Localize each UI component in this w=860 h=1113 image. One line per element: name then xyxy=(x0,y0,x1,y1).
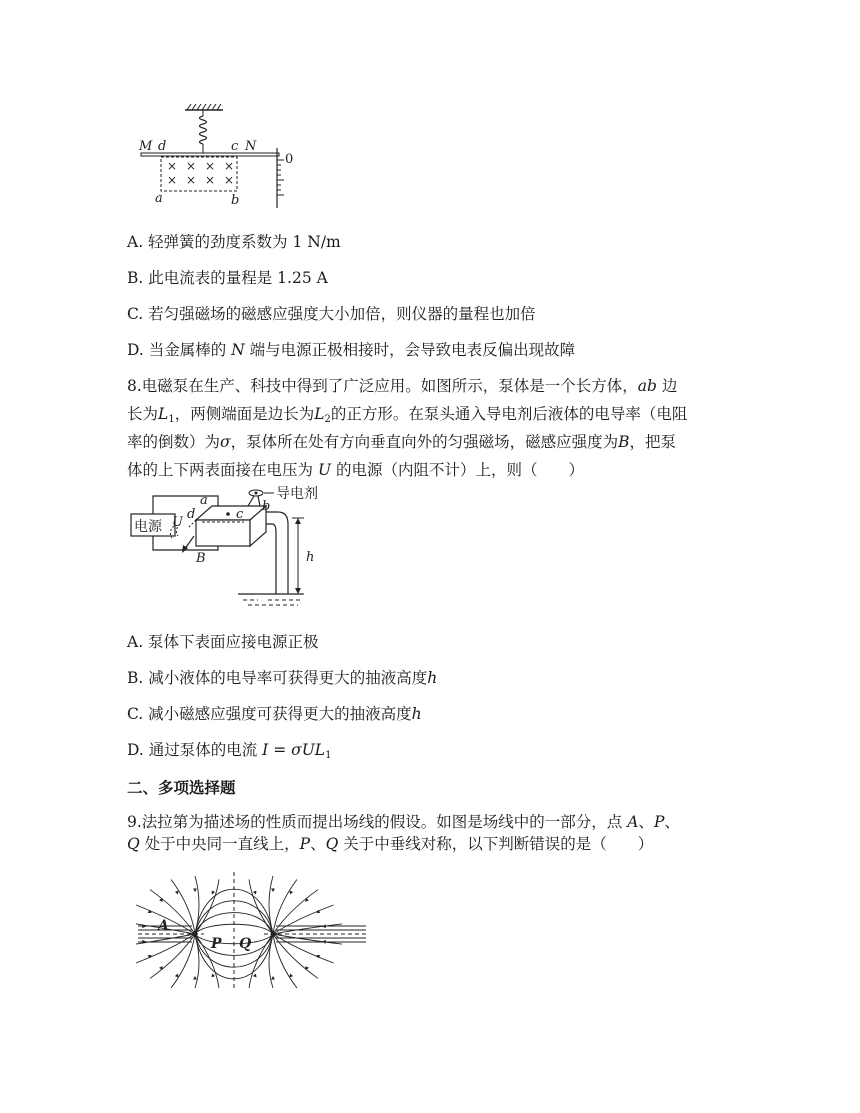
label-agent: 导电剂 xyxy=(276,486,318,502)
label-power: 电源 xyxy=(134,519,162,535)
label-h: h xyxy=(306,550,315,565)
svg-text:×: × xyxy=(205,173,216,187)
label-N: N xyxy=(245,139,257,154)
svg-text:×: × xyxy=(186,173,197,187)
field-symbol: × xyxy=(167,159,178,173)
label-c: c xyxy=(231,139,239,154)
label-A: A xyxy=(158,918,169,934)
label-Q: Q xyxy=(239,936,252,952)
label-M: M xyxy=(139,139,153,154)
svg-text:×: × xyxy=(186,159,197,173)
figure-spring-ammeter xyxy=(135,104,310,210)
label-zero: 0 xyxy=(285,152,294,167)
label-c: c xyxy=(236,507,244,522)
q8-stem-line4: 体的上下两表面接在电压为 U 的电源（内阻不计）上，则（ ） xyxy=(127,461,584,479)
q8-stem-line2: 长为$L_1$，两侧端面是边长为$L_2$的正方形。在泵头通入导电剂后液体的电导率（电阻 xyxy=(127,405,688,425)
q9-stem-line1: 9.法拉第为描述场的性质而提出场线的假设。如图是场线中的一部分，点 A、P、 xyxy=(127,813,680,831)
q9-stem-line2: Q 处于中央同一直线上，P、Q 关于中垂线对称，以下判断错误的是（ ） xyxy=(127,835,654,853)
label-B: B xyxy=(196,551,206,566)
svg-text:×: × xyxy=(224,159,235,173)
q7-option-c: C. 若匀强磁场的磁感应强度大小加倍，则仪器的量程也加倍 xyxy=(127,305,536,323)
svg-text:×: × xyxy=(167,173,178,187)
label-d: d xyxy=(158,139,167,154)
label-a: a xyxy=(155,191,163,206)
figure-em-pump xyxy=(128,484,368,608)
label-b: b xyxy=(231,193,240,208)
label-U: U xyxy=(172,515,183,530)
section-heading: 二、多项选择题 xyxy=(127,778,236,797)
figure-field-lines xyxy=(134,870,370,990)
q8-option-b: B. 减小液体的电导率可获得更大的抽液高度h xyxy=(127,669,438,687)
q8-option-d: D. 通过泵体的电流 I = σUL$_1$ xyxy=(127,741,332,761)
label-a: a xyxy=(200,493,208,508)
svg-text:×: × xyxy=(205,159,216,173)
q8-stem-line3: 率的倒数）为σ，泵体所在处有方向垂直向外的匀强磁场，磁感应强度为B，把泵 xyxy=(127,433,677,451)
label-b: b xyxy=(262,499,271,514)
q7-option-d: D. 当金属棒的 N 端与电源正极相接时，会导致电表反偏出现故障 xyxy=(127,341,576,359)
label-P: P xyxy=(211,936,222,952)
svg-text:×: × xyxy=(224,173,235,187)
q7-option-a: A. 轻弹簧的劲度系数为 1 N/m xyxy=(127,233,341,251)
q8-stem-line1: 8.电磁泵在生产、科技中得到了广泛应用。如图所示，泵体是一个长方体，ab 边 xyxy=(127,377,678,395)
q7-option-b: B. 此电流表的量程是 1.25 A xyxy=(127,269,328,287)
label-d: d xyxy=(187,507,196,522)
q8-option-a: A. 泵体下表面应接电源正极 xyxy=(127,633,319,651)
q8-option-c: C. 减小磁感应强度可获得更大的抽液高度h xyxy=(127,705,422,723)
